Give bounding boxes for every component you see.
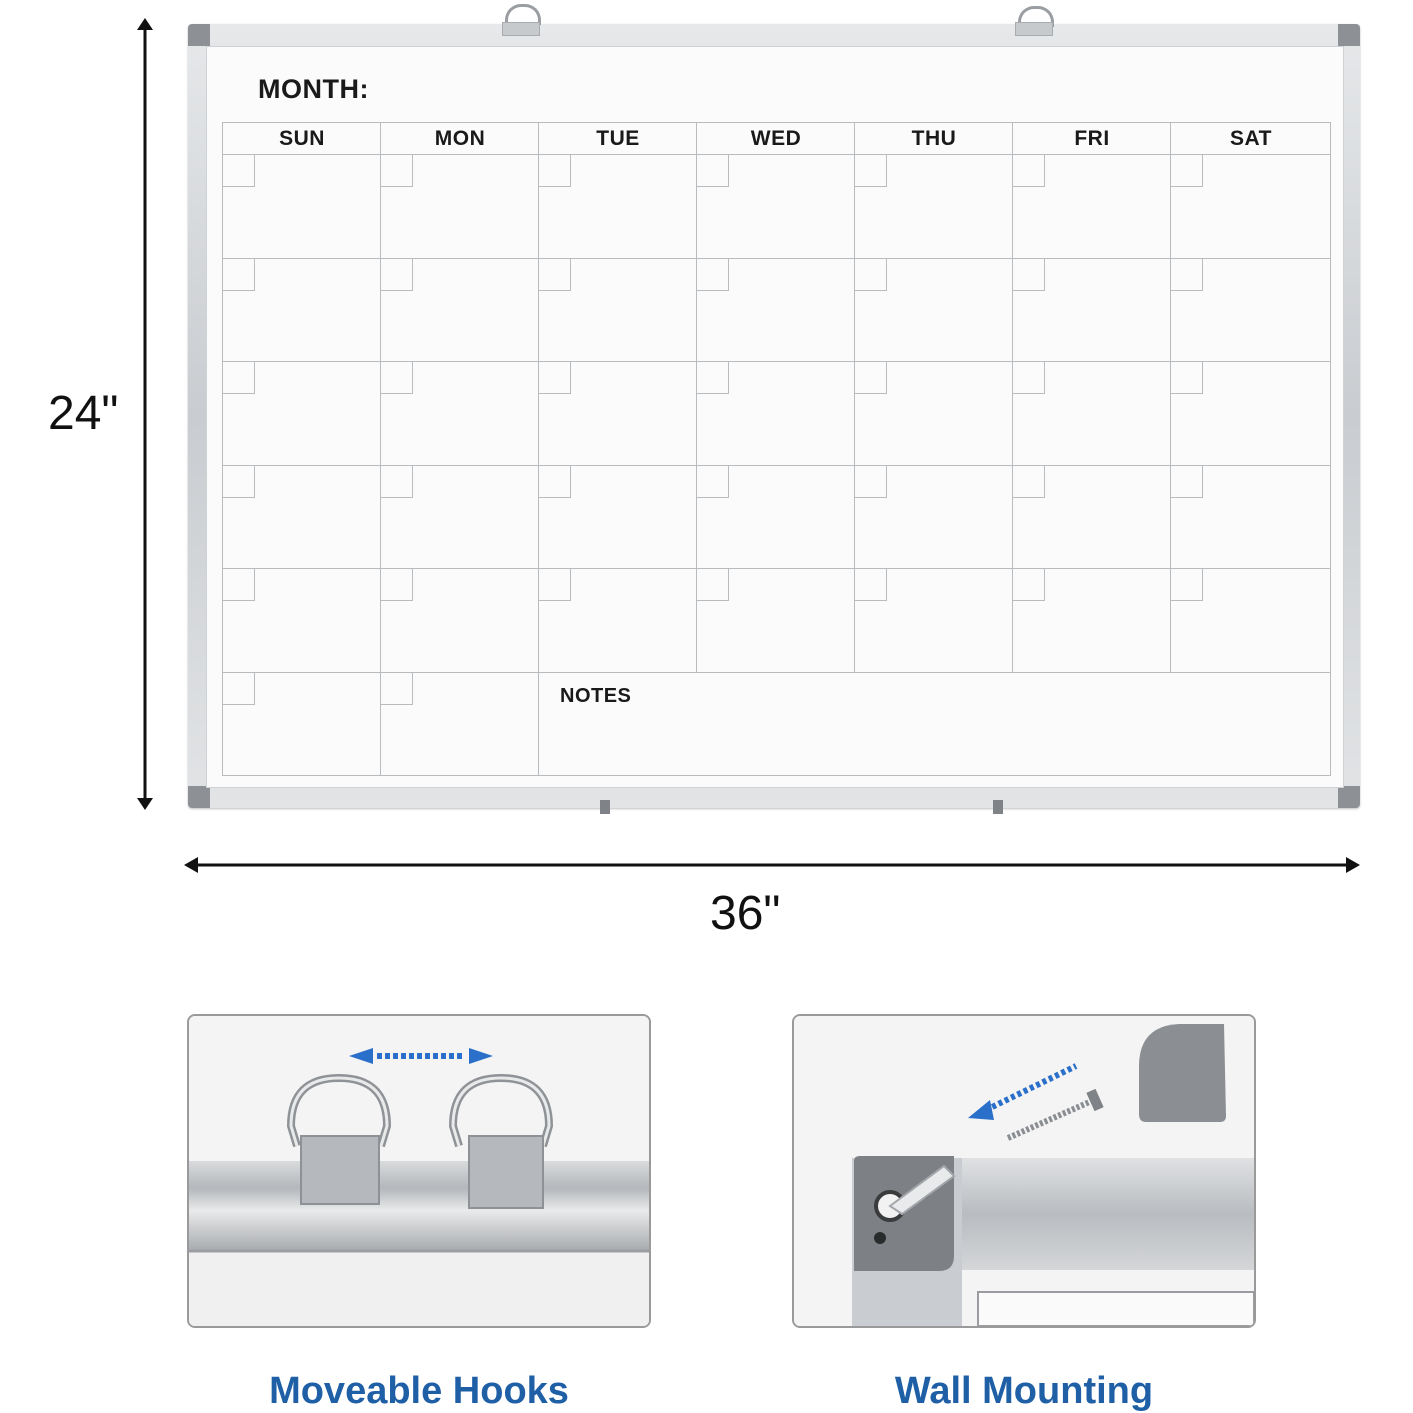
- calendar-day-cell[interactable]: [697, 362, 855, 466]
- height-dimension-arrow: [130, 18, 160, 810]
- day-label-wed: WED: [750, 127, 802, 150]
- date-number-box: [381, 155, 413, 187]
- calendar-day-cell[interactable]: [381, 259, 539, 363]
- calendar-day-cell[interactable]: [539, 155, 697, 259]
- calendar-grid: [222, 122, 1331, 776]
- day-label-fri: FRI: [1074, 127, 1110, 150]
- calendar-day-cell[interactable]: [697, 569, 855, 673]
- wall-mounting-caption: Wall Mounting: [894, 1370, 1154, 1412]
- header-divider: [223, 154, 1331, 155]
- calendar-day-cell[interactable]: [223, 466, 381, 570]
- calendar-day-cell[interactable]: [381, 569, 539, 673]
- date-number-box: [1171, 259, 1203, 291]
- date-number-box: [697, 466, 729, 498]
- date-number-box: [381, 673, 413, 705]
- date-number-box: [855, 466, 887, 498]
- header-column-divider: [1170, 123, 1171, 155]
- date-number-box: [223, 673, 255, 705]
- date-number-box: [381, 569, 413, 601]
- date-number-box: [1013, 569, 1045, 601]
- calendar-day-cell[interactable]: [1013, 259, 1171, 363]
- calendar-day-cell[interactable]: [1013, 466, 1171, 570]
- day-label-sat: SAT: [1230, 127, 1272, 150]
- calendar-day-cell[interactable]: [1171, 362, 1331, 466]
- calendar-day-cell[interactable]: [539, 569, 697, 673]
- header-column-divider: [854, 123, 855, 155]
- date-number-box: [697, 155, 729, 187]
- date-number-box: [855, 155, 887, 187]
- calendar-day-cell[interactable]: [697, 259, 855, 363]
- calendar-day-cell[interactable]: [697, 155, 855, 259]
- calendar-day-cell[interactable]: [1171, 155, 1331, 259]
- header-column-divider: [696, 123, 697, 155]
- calendar-day-cell[interactable]: [223, 362, 381, 466]
- date-number-box: [381, 259, 413, 291]
- frame-corner-top-left: [188, 24, 210, 46]
- calendar-day-cell[interactable]: [223, 155, 381, 259]
- width-dimension-arrow: [184, 850, 1360, 880]
- month-label: MONTH:: [258, 74, 369, 104]
- calendar-day-cell[interactable]: [855, 155, 1013, 259]
- date-number-box: [1013, 362, 1045, 394]
- moveable-hooks-caption: Moveable Hooks: [269, 1370, 569, 1412]
- calendar-day-cell[interactable]: [381, 155, 539, 259]
- tray-clip: [600, 800, 610, 814]
- calendar-day-cell[interactable]: [381, 362, 539, 466]
- date-number-box: [697, 259, 729, 291]
- calendar-day-cell[interactable]: [855, 362, 1013, 466]
- calendar-day-cell[interactable]: [1013, 569, 1171, 673]
- calendar-day-cell[interactable]: [1013, 155, 1171, 259]
- frame-corner-bottom-left: [188, 786, 210, 808]
- calendar-day-cell[interactable]: [1013, 362, 1171, 466]
- day-label-thu: THU: [911, 127, 957, 150]
- day-label-mon: MON: [434, 127, 486, 150]
- frame-corner-bottom-right: [1338, 786, 1360, 808]
- date-number-box: [223, 569, 255, 601]
- height-label: 24": [48, 387, 119, 440]
- d-ring-hooks-icon: [189, 1016, 649, 1326]
- hanger-clip: [1015, 22, 1053, 36]
- calendar-day-cell[interactable]: [223, 569, 381, 673]
- calendar-day-cell[interactable]: [381, 466, 539, 570]
- calendar-day-cell[interactable]: [539, 259, 697, 363]
- calendar-day-cell[interactable]: [855, 569, 1013, 673]
- width-label: 36": [710, 887, 781, 940]
- date-number-box: [223, 466, 255, 498]
- calendar-day-cell[interactable]: [223, 673, 381, 777]
- calendar-day-cell[interactable]: [539, 362, 697, 466]
- date-number-box: [1013, 259, 1045, 291]
- frame-corner-top-right: [1338, 24, 1360, 46]
- calendar-day-cell[interactable]: [1171, 259, 1331, 363]
- wall-mounting-panel: [792, 1014, 1256, 1328]
- date-number-box: [855, 362, 887, 394]
- wall-mount-screw-icon: [794, 1016, 1254, 1326]
- calendar-day-cell[interactable]: [1171, 569, 1331, 673]
- calendar-day-cell[interactable]: [223, 259, 381, 363]
- date-number-box: [697, 569, 729, 601]
- date-number-box: [1171, 569, 1203, 601]
- header-column-divider: [1330, 123, 1331, 155]
- calendar-day-cell[interactable]: [855, 466, 1013, 570]
- date-number-box: [855, 259, 887, 291]
- date-number-box: [1171, 362, 1203, 394]
- header-column-divider: [538, 123, 539, 155]
- date-number-box: [223, 259, 255, 291]
- calendar-day-cell[interactable]: [539, 466, 697, 570]
- date-number-box: [697, 362, 729, 394]
- calendar-day-cell[interactable]: [697, 466, 855, 570]
- notes-area[interactable]: [539, 673, 1331, 777]
- notes-label: NOTES: [560, 685, 632, 707]
- date-number-box: [539, 466, 571, 498]
- date-number-box: [223, 155, 255, 187]
- moveable-hooks-panel: [187, 1014, 651, 1328]
- calendar-day-cell[interactable]: [1171, 466, 1331, 570]
- date-number-box: [855, 569, 887, 601]
- date-number-box: [539, 569, 571, 601]
- date-number-box: [1013, 155, 1045, 187]
- day-label-tue: TUE: [596, 127, 640, 150]
- date-number-box: [539, 259, 571, 291]
- date-number-box: [1171, 155, 1203, 187]
- header-column-divider: [1012, 123, 1013, 155]
- date-number-box: [1013, 466, 1045, 498]
- hanger-clip: [502, 22, 540, 36]
- calendar-day-cell[interactable]: [381, 673, 539, 777]
- tray-clip: [993, 800, 1003, 814]
- date-number-box: [539, 362, 571, 394]
- date-number-box: [539, 155, 571, 187]
- day-label-sun: SUN: [279, 127, 325, 150]
- header-column-divider: [380, 123, 381, 155]
- calendar-day-cell[interactable]: [855, 259, 1013, 363]
- date-number-box: [223, 362, 255, 394]
- date-number-box: [1171, 466, 1203, 498]
- date-number-box: [381, 362, 413, 394]
- date-number-box: [381, 466, 413, 498]
